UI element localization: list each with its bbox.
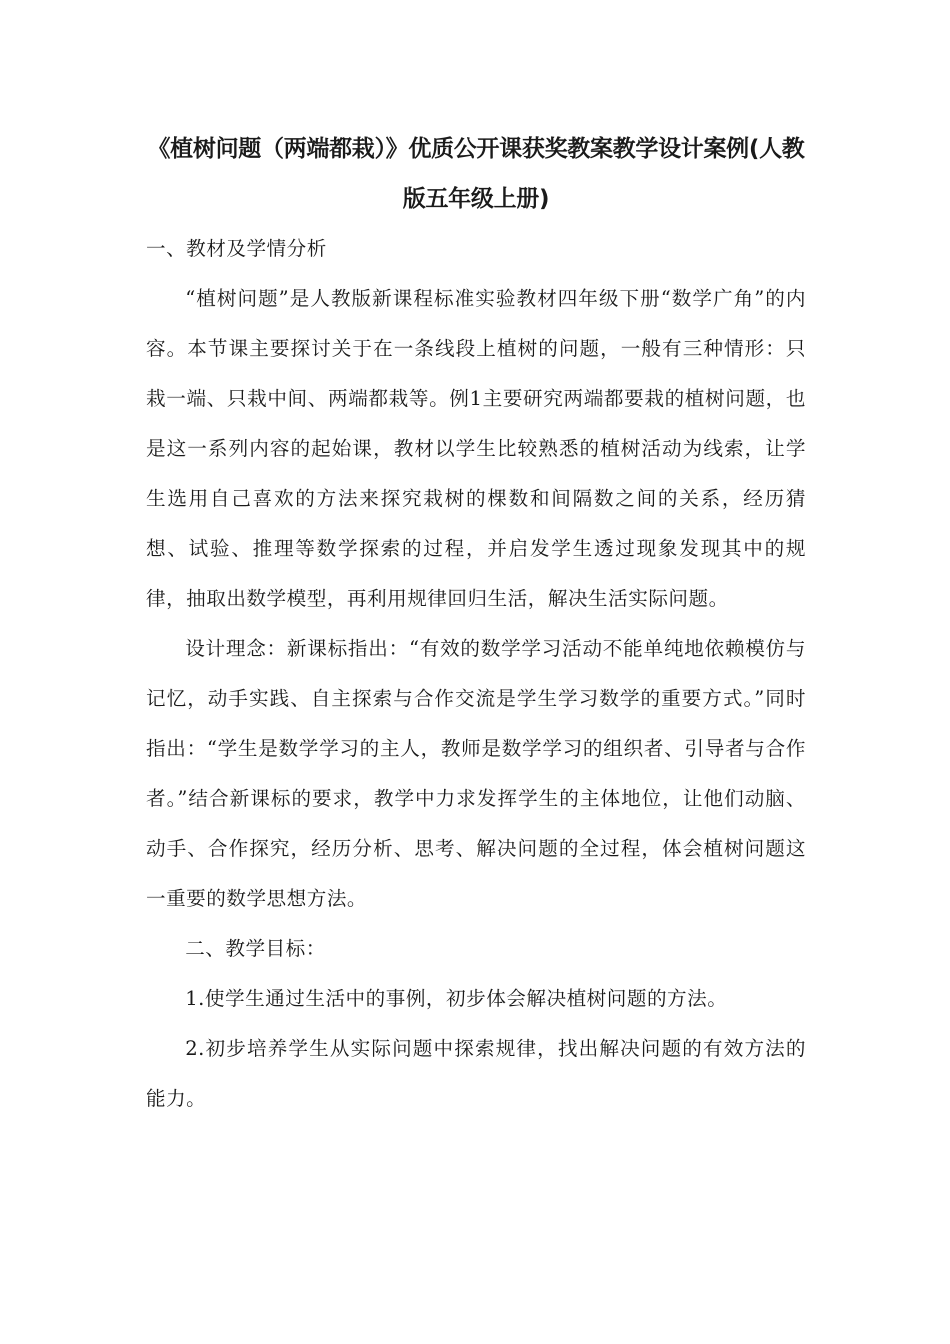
paragraph-1: “植树问题”是人教版新课程标准实验教材四年级下册“数学广角”的内容。本节课主要探讨关于在一条线段上植树的问题，一般有三种情形：只栽一端、只栽中间、两端都栽等。例1主要研究两端都要栽的植树问题，也是这一系列内容的起始课，教材以学生比较熟悉的植树活动为线索，让学生选用自己喜欢的方法来探究栽树的棵数和间隔数之间的关系，经历猜想、试验、推理等数学探索的过程，并启发学生透过现象发现其中的规律，抽取出数学模型，再利用规律回归生活，解决生活实际问题。 [146, 287, 806, 610]
section-heading-1: 一、教材及学情分析 [146, 237, 327, 260]
document-title: 《植树问题（两端都栽）》优质公开课获奖教案教学设计案例(人教版五年级上册) [147, 136, 805, 212]
goal-item-1: 1.使学生通过生活中的事例，初步体会解决植树问题的方法。 [185, 987, 728, 1010]
paragraph-2: 设计理念：新课标指出：“有效的数学学习活动不能单纯地依赖模仿与记忆，动手实践、自主探索与合作交流是学生学习数学的重要方式。”同时指出：“学生是数学学习的主人，教师是数学学习的组织者、引导者与合作者。”结合新课标的要求，教学中力求发挥学生的主体地位，让他们动脑、动手、合作探究，经历分析、思考、解决问题的全过程，体会植树问题这一重要的数学思想方法。 [146, 637, 806, 910]
document-page [146, 124, 806, 1124]
goal-item-2: 2.初步培养学生从实际问题中探索规律，找出解决问题的有效方法的能力。 [146, 1037, 806, 1110]
section-heading-2: 二、教学目标： [185, 937, 326, 960]
